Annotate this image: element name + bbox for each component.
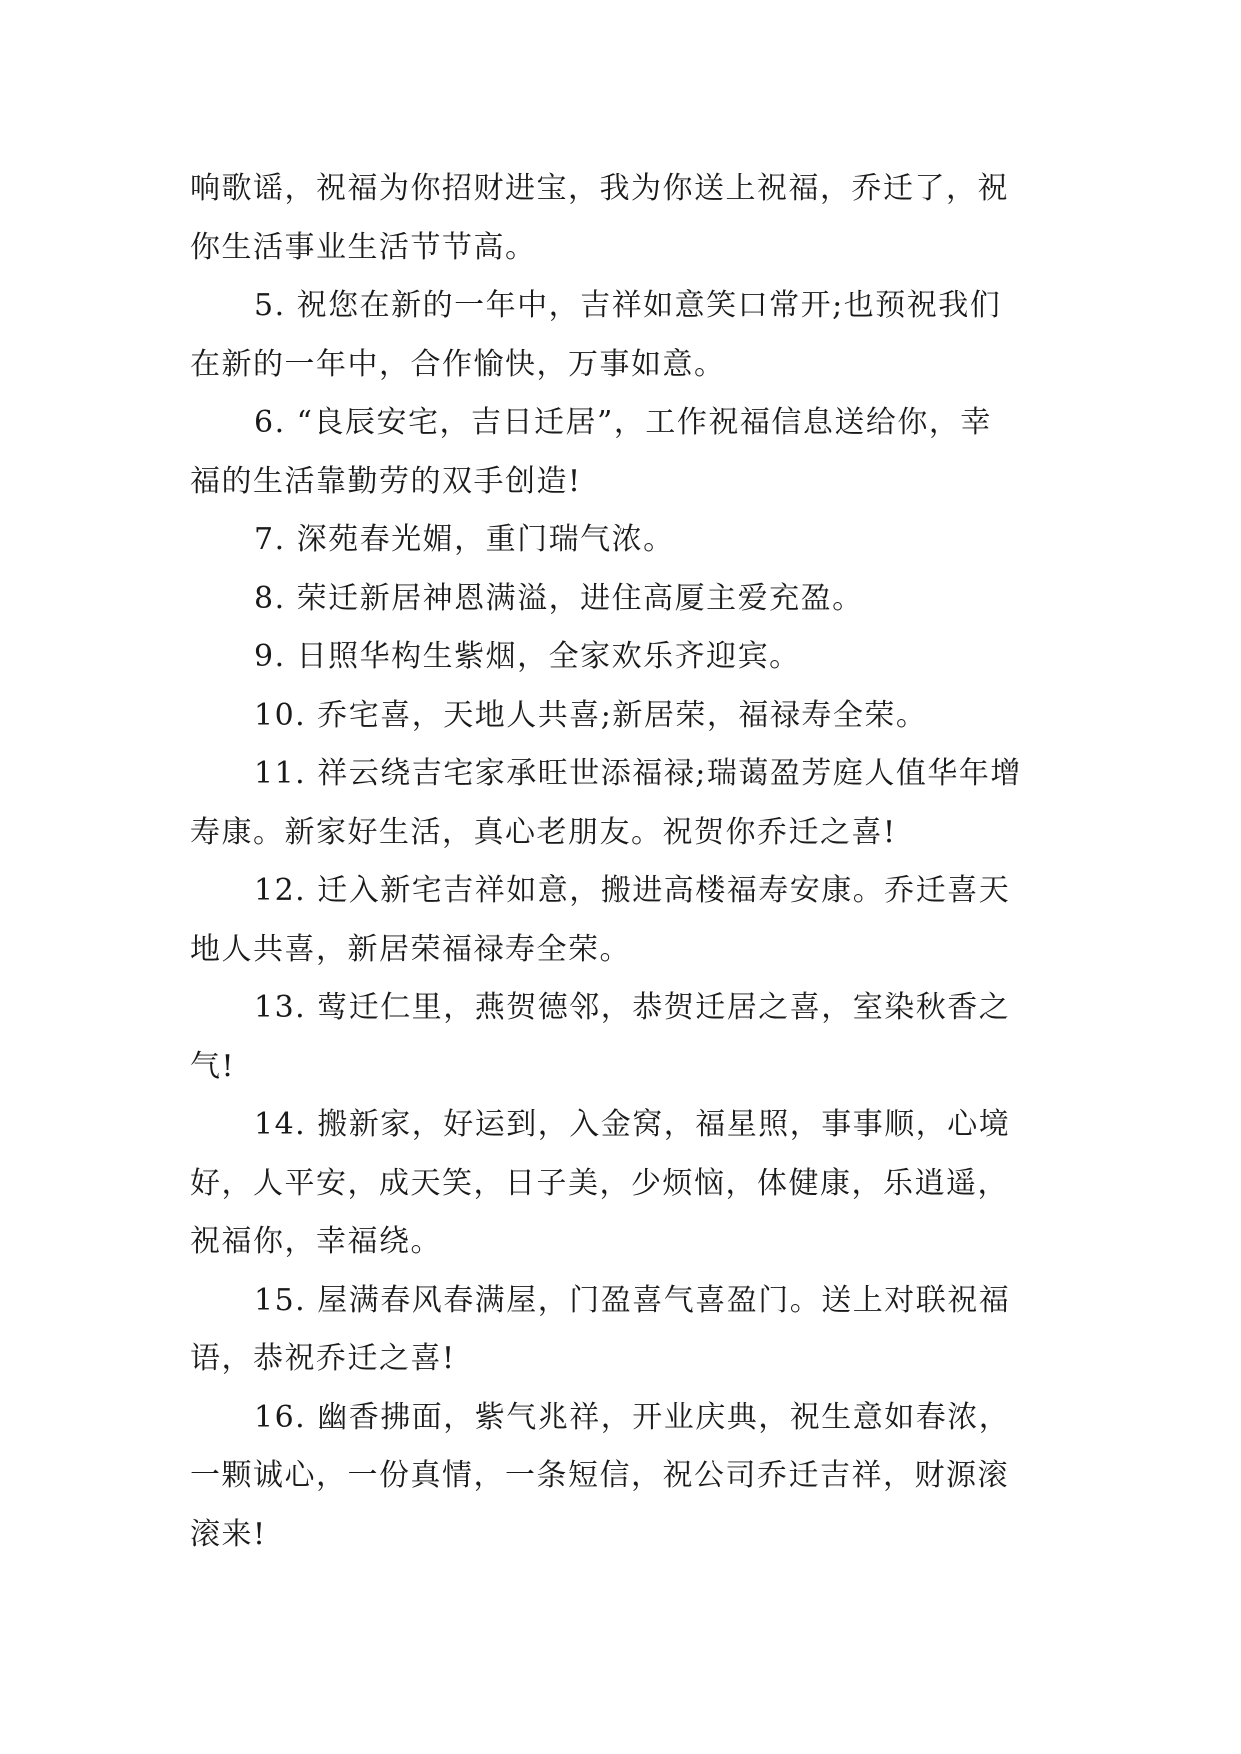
- text-line: 语，恭祝乔迁之喜!: [190, 1341, 456, 1376]
- list-item-8: 8. 荣迁新居神恩满溢，进住高厦主爱充盈。: [254, 580, 864, 616]
- text-line: 好，人平安，成天笑，日子美，少烦恼，体健康，乐逍遥，: [190, 1165, 1009, 1201]
- list-item-6: 6. “良辰安宅，吉日迁居”，工作祝福信息送给你，幸: [254, 405, 992, 440]
- text-line: 地人共喜，新居荣福禄寿全荣。: [190, 931, 631, 967]
- list-item-9: 9. 日照华构生紫烟，全家欢乐齐迎宾。: [254, 639, 801, 674]
- list-item-5: 5. 祝您在新的一年中，吉祥如意笑口常开;也预祝我们: [254, 288, 1002, 323]
- text-line: 祝福你，幸福绕。: [190, 1224, 442, 1259]
- list-item-15: 15. 屋满春风春满屋，门盈喜气喜盈门。送上对联祝福: [254, 1282, 1011, 1318]
- text-line: 福的生活靠勤劳的双手创造!: [190, 463, 582, 499]
- list-item-16: 16. 幽香拂面，紫气兆祥，开业庆典，祝生意如春浓，: [254, 1399, 1011, 1435]
- list-item-12: 12. 迁入新宅吉祥如意，搬进高楼福寿安康。乔迁喜天: [254, 873, 1011, 908]
- list-item-14: 14. 搬新家，好运到，入金窝，福星照，事事顺，心境: [254, 1107, 1011, 1142]
- list-item-7: 7. 深苑春光媚，重门瑞气浓。: [254, 522, 675, 557]
- text-line: 气!: [190, 1048, 236, 1084]
- text-line: 响歌谣，祝福为你招财进宝，我为你送上祝福，乔迁了，祝: [190, 171, 1009, 206]
- text-line: 在新的一年中，合作愉快，万事如意。: [190, 346, 726, 382]
- document-body: [190, 160, 1060, 1564]
- text-line: 一颗诚心，一份真情，一条短信，祝公司乔迁吉祥，财源滚: [190, 1458, 1009, 1493]
- list-item-11: 11. 祥云绕吉宅家承旺世添福禄;瑞蔼盈芳庭人值华年增: [254, 756, 1022, 791]
- text-line: 寿康。新家好生活，真心老朋友。祝贺你乔迁之喜!: [190, 814, 897, 850]
- list-item-10: 10. 乔宅喜，天地人共喜;新居荣，福禄寿全荣。: [254, 697, 928, 733]
- text-line: 滚来!: [190, 1516, 267, 1552]
- list-item-13: 13. 莺迁仁里，燕贺德邻，恭贺迁居之喜，室染秋香之: [254, 990, 1011, 1025]
- text-line: 你生活事业生活节节高。: [190, 229, 537, 265]
